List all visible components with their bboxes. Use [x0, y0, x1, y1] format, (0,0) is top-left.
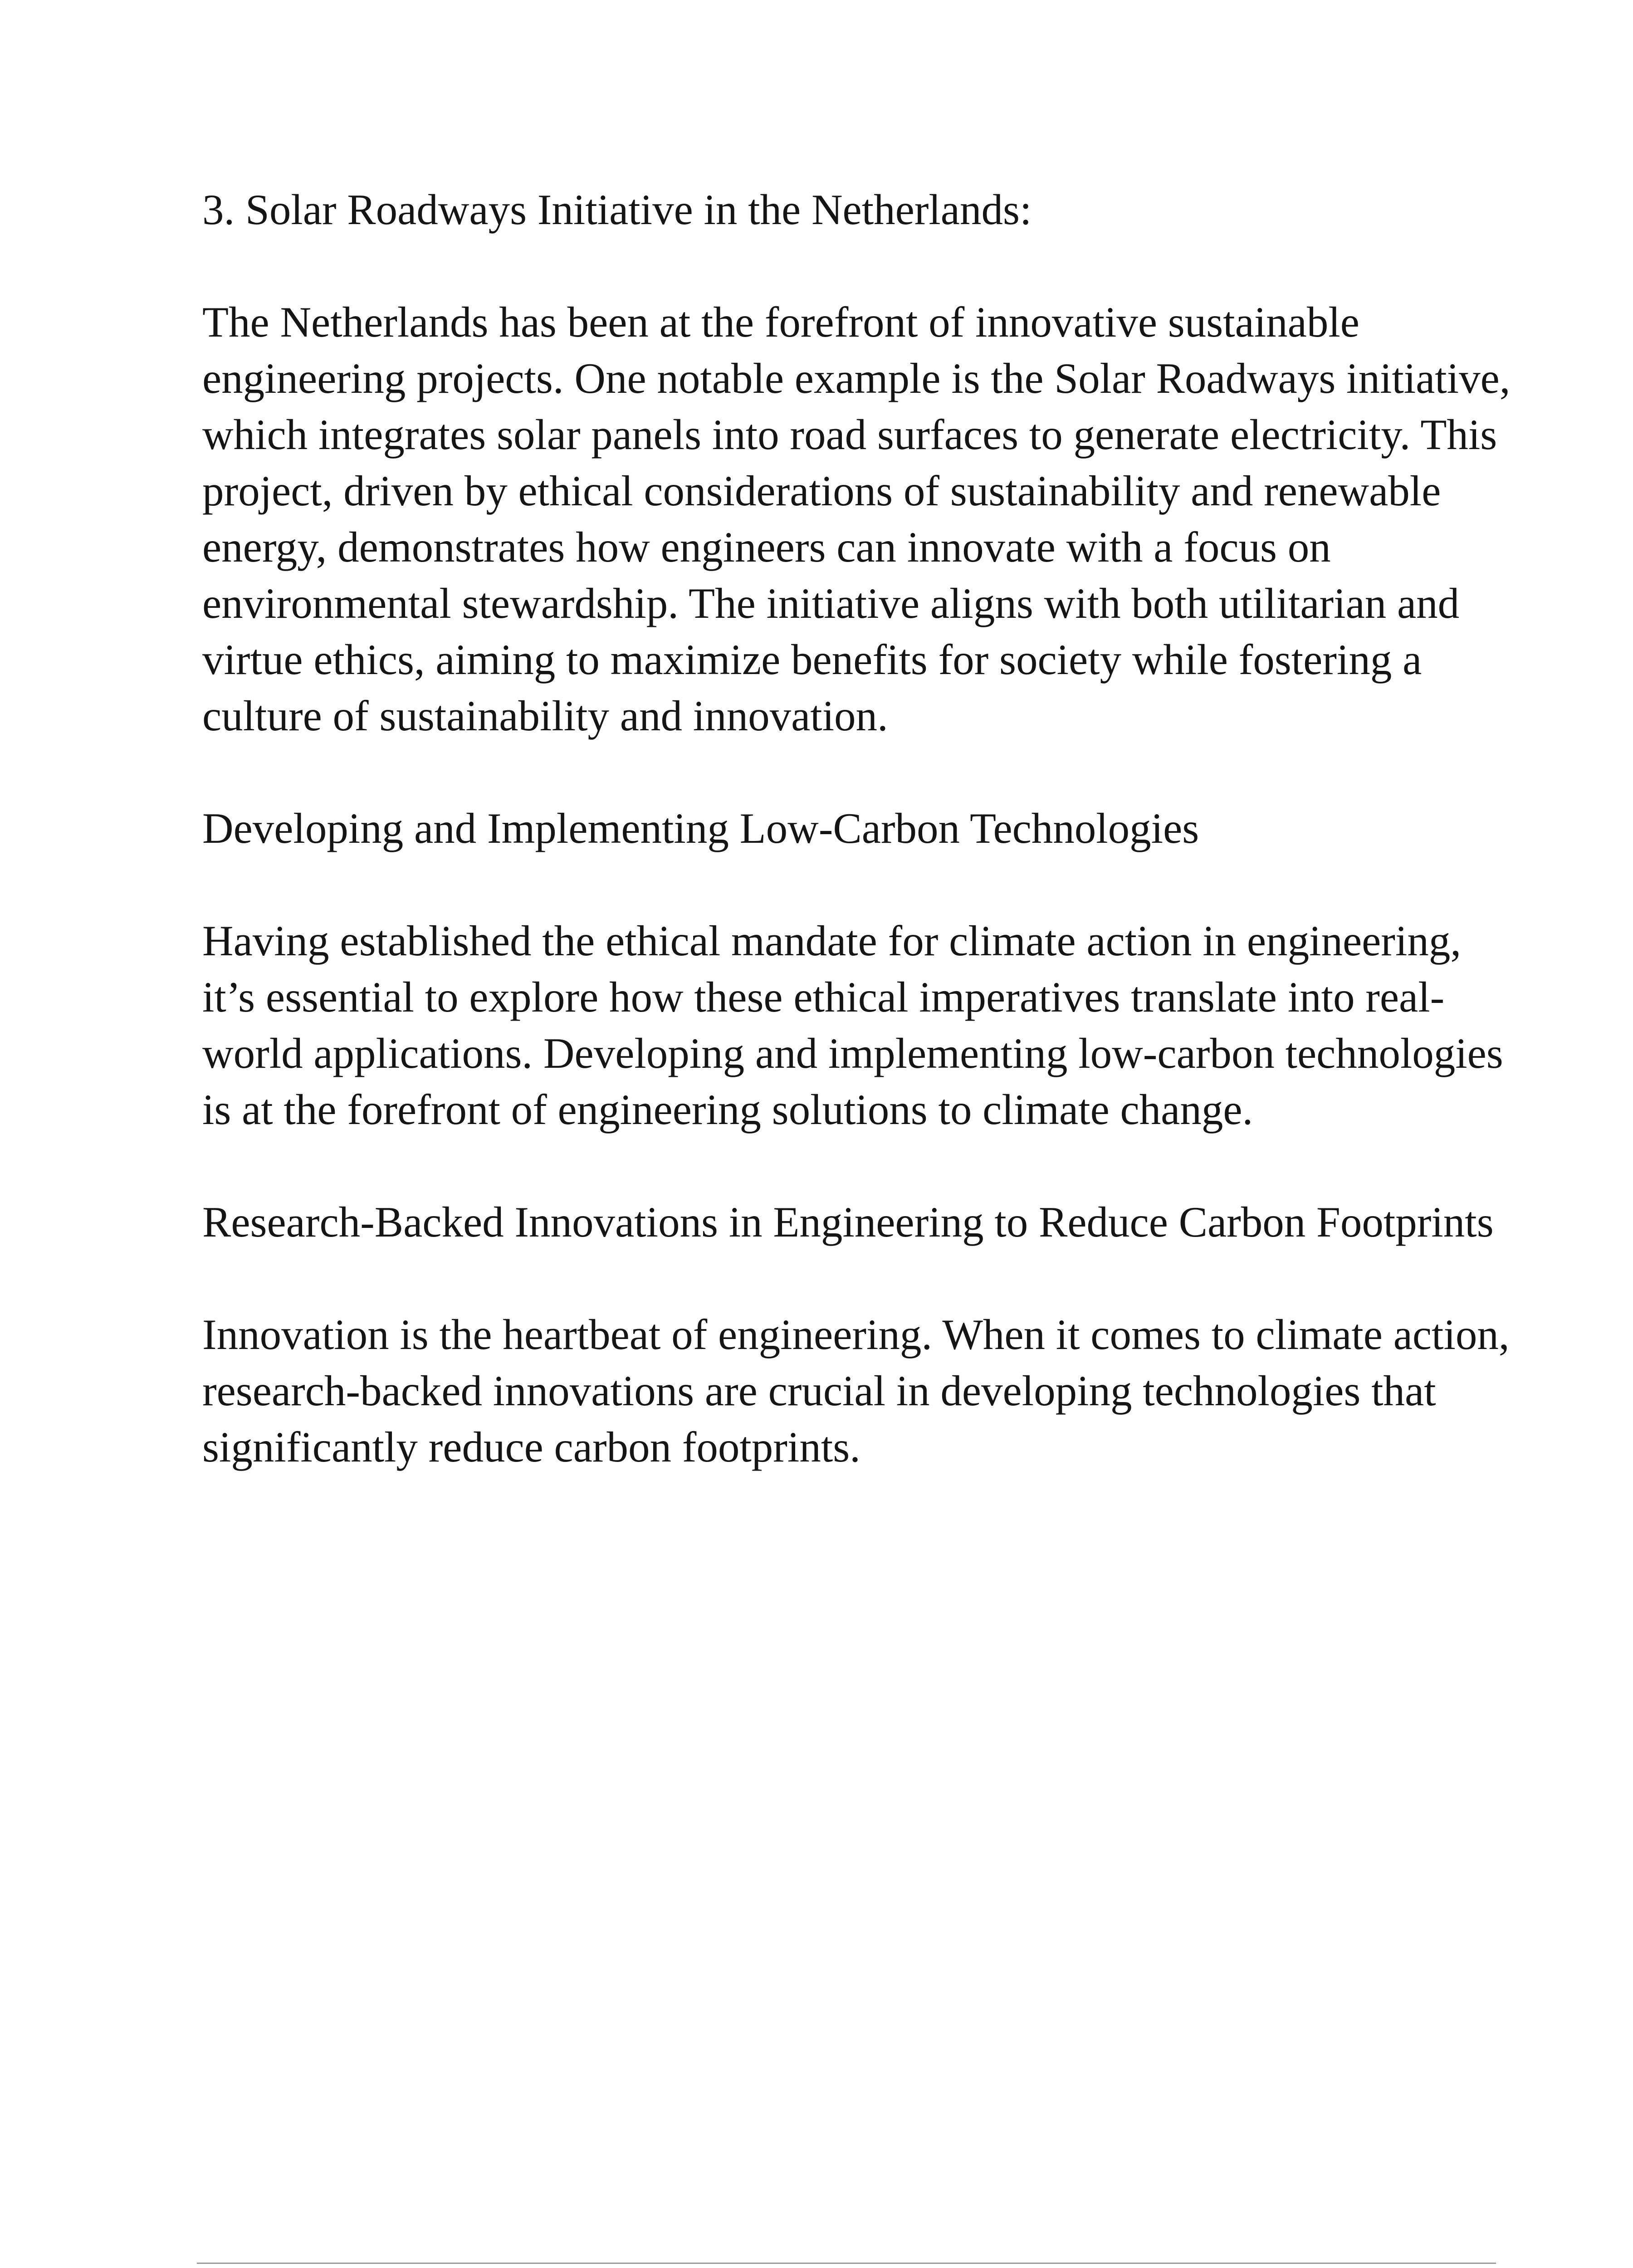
paragraph-low-carbon-technologies: Having established the ethical mandate for climate action in engineering, it’s essential to explore how these ethical imperatives translate into real-world applications. Developing and implementing low-carbon technologies is at the forefront of engineering solutions to climate change.	[202, 917, 1503, 1134]
page-content	[202, 181, 1518, 1531]
paragraph-solar-roadways: The Netherlands has been at the forefront of innovative sustainable engineering projects. One notable example is the Solar Roadways initiative, which integrates solar panels into road surfaces to generate electricity. This project, driven by ethical considerations of sustainability and renewable energy, demonstrates how engineers can innovate with a focus on environmental stewardship. The initiative aligns with both utilitarian and virtue ethics, aiming to maximize benefits for society while fostering a culture of sustainability and innovation.	[202, 298, 1511, 740]
section-heading-low-carbon-technologies: Developing and Implementing Low-Carbon Technologies	[202, 804, 1199, 852]
section-heading-solar-roadways: 3. Solar Roadways Initiative in the Netherlands:	[202, 186, 1032, 234]
footer-divider	[197, 2263, 1496, 2264]
section-heading-research-backed-innovations: Research-Backed Innovations in Engineering to Reduce Carbon Footprints	[202, 1198, 1494, 1246]
paragraph-research-backed-innovations: Innovation is the heartbeat of engineering. When it comes to climate action, research-backed innovations are crucial in developing technologies that significantly reduce carbon footprints.	[202, 1310, 1510, 1471]
